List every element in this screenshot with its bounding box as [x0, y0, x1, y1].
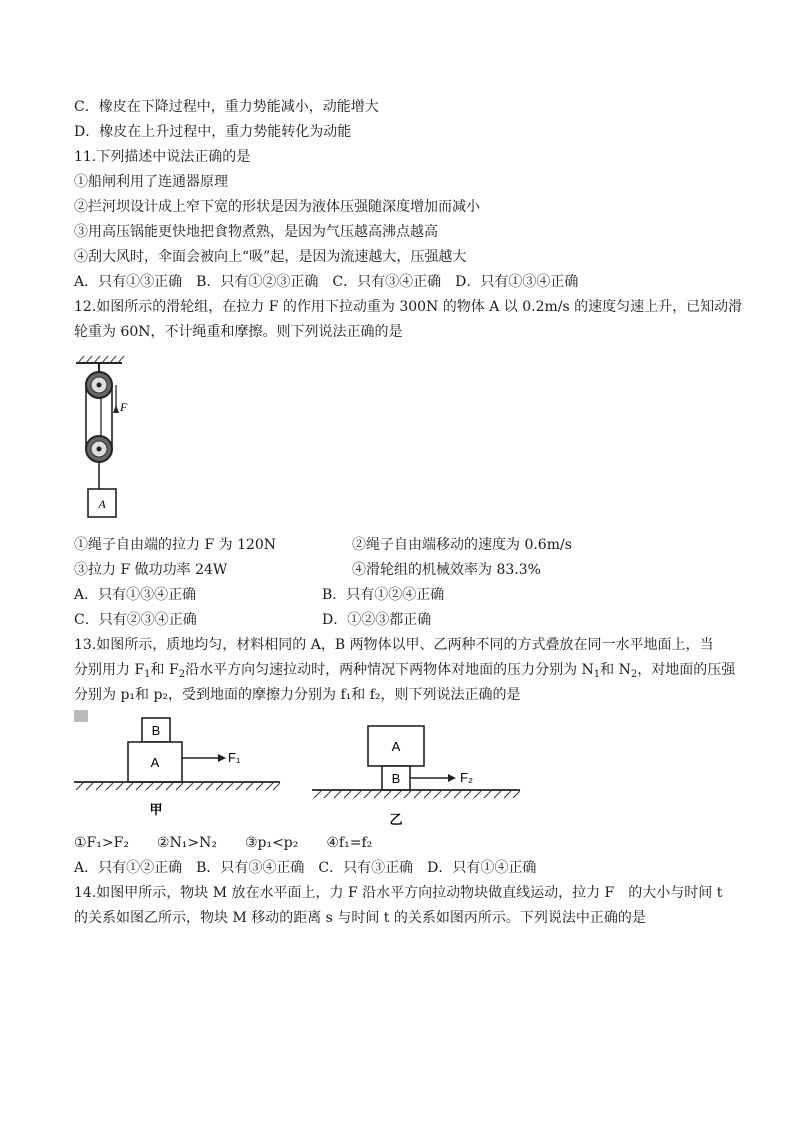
q12-stem-line2: 轮重为 60N，不计绳重和摩擦。则下列说法正确的是 [74, 324, 403, 340]
stack-figure-jia [72, 714, 292, 822]
jia-force-label: F₁ [228, 750, 241, 765]
q11-statement-4: ④刮大风时，伞面会被向上“吸”起，是因为流速越大，压强越大 [74, 249, 467, 265]
q11-stem: 11.下列描述中说法正确的是 [74, 149, 251, 165]
q12-option-a: A．只有①③④正确 [74, 587, 197, 603]
q13-statements: ①F₁>F₂ ②N₁>N₂ ③p₁<p₂ ④f₁=f₂ [74, 835, 373, 851]
jia-caption: 甲 [149, 803, 163, 818]
q11-statement-3: ③用高压锅能更快地把食物煮熟，是因为气压越高沸点越高 [74, 224, 438, 240]
q13-stem-line2: 分别用力 $F_1$和 $F_2$沿水平方向匀速拉动时，两种情况下两物体对地面的压力分别为 $N_1$和 $N_2$，对地面的压强 [74, 662, 736, 680]
pulley-system-figure [74, 355, 144, 523]
q12-statement-3: ③拉力 F 做功功率 24W [74, 562, 228, 578]
jia-top-block-label: B [151, 723, 161, 738]
pulley-block-label: A [98, 497, 106, 511]
yi-top-block-label: A [391, 739, 401, 754]
q13-stem-line3: 分别为 p₁和 p₂，受到地面的摩擦力分别为 f₁和 f₂，则下列说法正确的是 [74, 687, 521, 703]
q12-stem-line1: 12.如图所示的滑轮组，在拉力 F 的作用下拉动重为 300N 的物体 A 以 0.2m/s 的速度匀速上升，已知动滑 [74, 299, 743, 315]
q10-option-d: D．橡皮在上升过程中，重力势能转化为动能 [74, 124, 352, 140]
q12-option-d: D．①②③都正确 [322, 612, 432, 628]
q11-statement-2: ②拦河坝设计成上窄下宽的形状是因为液体压强随深度增加而减小 [74, 199, 480, 215]
q12-option-b: B．只有①②④正确 [322, 587, 445, 603]
stack-figure-yi [310, 724, 535, 834]
yi-bottom-block-label: B [391, 771, 401, 786]
q13-options: A．只有①②正确 B．只有③④正确 C．只有③正确 D．只有①④正确 [74, 860, 537, 876]
q12-statement-1: ①绳子自由端的拉力 F 为 120N [74, 537, 277, 553]
yi-force-label: F₂ [460, 770, 473, 785]
q11-options: A．只有①③正确 B．只有①②③正确 C．只有③④正确 D．只有①③④正确 [74, 274, 579, 290]
q10-option-c: C．橡皮在下降过程中，重力势能减小，动能增大 [74, 99, 379, 115]
q12-statement-4: ④滑轮组的机械效率为 83.3% [352, 562, 541, 578]
q12-option-c: C．只有②③④正确 [74, 612, 197, 628]
q14-stem-line2: 的关系如图乙所示，物块 M 移动的距离 s 与时间 t 的关系如图丙所示。下列说法中正确的是 [74, 910, 646, 926]
q12-statement-2: ②绳子自由端移动的速度为 0.6m/s [352, 537, 572, 553]
yi-caption: 乙 [389, 813, 403, 828]
jia-bottom-block-label: A [150, 755, 160, 770]
q13-stem-line1: 13.如图所示，质地均匀，材料相同的 A，B 两物体以甲、乙两种不同的方式叠放在同一水平地面上，当 [74, 637, 714, 653]
q11-statement-1: ①船闸利用了连通器原理 [74, 174, 228, 190]
pulley-force-label: F [120, 400, 128, 414]
q14-stem-line1: 14.如图甲所示，物块 M 放在水平面上，力 F 沿水平方向拉动物块做直线运动，拉力 F 的大小与时间 t [74, 885, 723, 901]
